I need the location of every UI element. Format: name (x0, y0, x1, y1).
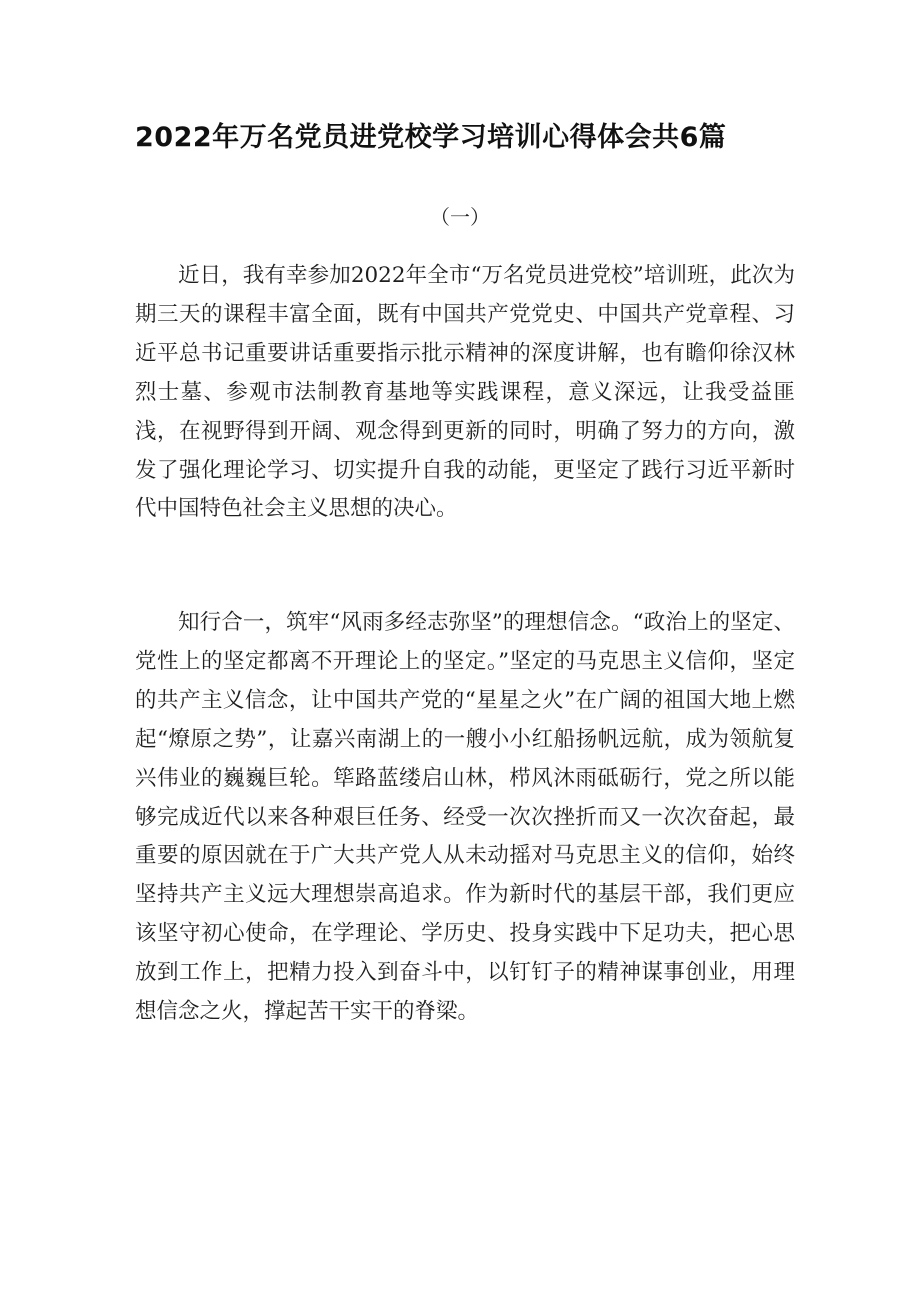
document-title: 2022年万名党员进党校学习培训心得体会共6篇 (135, 122, 727, 153)
section-number: （一） (430, 205, 490, 229)
paragraph-intro: 近日，我有幸参加2022年全市“万名党员进党校”培训班，此次为期三天的课程丰富全面，既有中国共产党党史、中国共产党章程、习近平总书记重要讲话重要指示批示精神的深度讲解，也有瞻仰徐汉林烈士墓、参观市法制教育基地等实践课程，意义深远，让我受益匪浅，在视野得到开阔、观念得到更新的同时，明确了努力的方向，激发了强化理论学习、切实提升自我的动能，更坚定了践行习近平新时代中国特色社会主义思想的决心。 (135, 263, 795, 522)
paragraph-ideals: 知行合一，筑牢“风雨多经志弥坚”的理想信念。“政治上的坚定、党性上的坚定都离不开理论上的坚定。”坚定的马克思主义信仰，坚定的共产主义信念，让中国共产党的“星星之火”在广阔的祖国大地上燃起“燎原之势”，让嘉兴南湖上的一艘小小红船扬帆远航，成为领航复兴伟业的巍巍巨轮。筚路蓝缕启山林，栉风沐雨砥砺行，党之所以能够完成近代以来各种艰巨任务、经受一次次挫折而又一次次奋起，最重要的原因就在于广大共产党人从未动摇对马克思主义的信仰，始终坚持共产主义远大理想崇高追求。作为新时代的基层干部，我们更应该坚守初心使命，在学理论、学历史、投身实践中下足功夫，把心思放到工作上，把精力投入到奋斗中，以钉钉子的精神谋事创业，用理想信念之火，撑起苦干实干的脊梁。 (135, 610, 795, 1025)
